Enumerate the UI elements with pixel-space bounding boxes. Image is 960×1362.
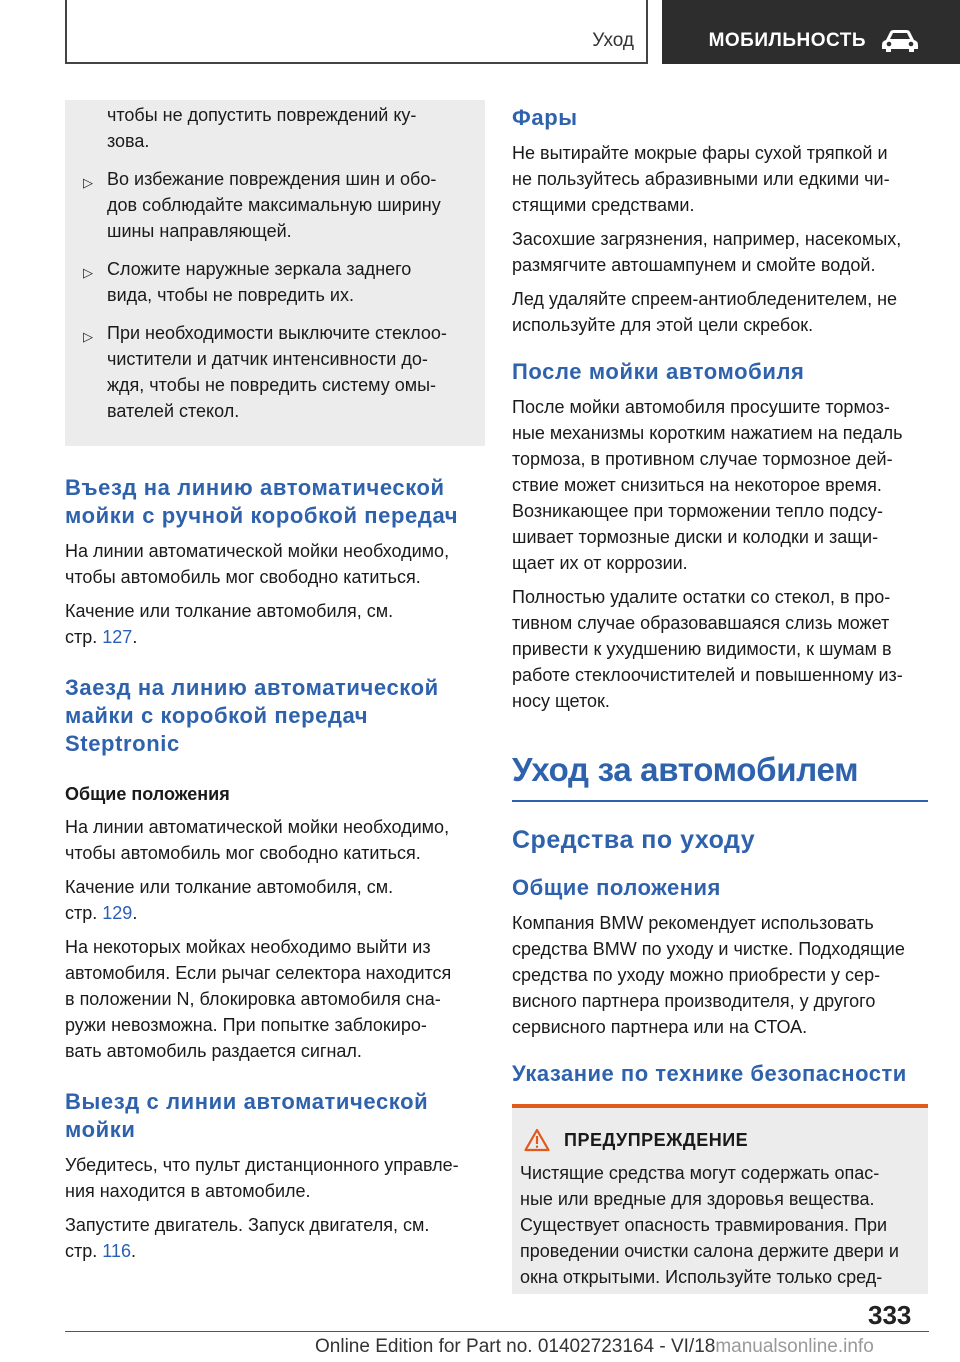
footer-divider	[65, 1331, 929, 1332]
paragraph: Качение или толкание автомобиля, см. стр. 127.	[65, 601, 394, 647]
warning-box	[512, 1104, 928, 1294]
paragraph: На линии автоматической мойки необходимо, чтобы автомобиль мог свободно катиться.	[65, 541, 450, 587]
paragraph: Качение или толкание автомобиля, см. стр. 129.	[65, 877, 394, 923]
page-link-116[interactable]: 116	[102, 1241, 131, 1261]
heading-exit-car-wash: Выезд с линии автоматической мойки	[65, 1089, 429, 1142]
header-chapter-title: МОБИЛЬНОСТЬ	[708, 30, 866, 51]
paragraph: Компания BMW рекомендует использовать средства BMW по уходу и чистке. Подходящие средства по уходу можно приобрести у сер- висного партнера производителя, у другого сервисного партнера или на СТОА.	[512, 913, 905, 1037]
warning-text: Чистящие средства могут содержать опас- ные или вредные для здоровья вещества. Существует опасность травмирования. При проведении очистки салона держите двери и окна открытыми. Используйте только сред-	[520, 1163, 899, 1287]
paragraph: Полностью удалите остатки со стекол, в про- тивном случае образовавшаяся слизь может привести к ухудшению видимости, к шумам в работе стеклоочистителей и повышенному из- носу щеток.	[512, 587, 903, 711]
heading-vehicle-care: Уход за автомобилем	[512, 750, 928, 802]
warning-title: ПРЕДУПРЕЖДЕНИЕ	[564, 1129, 749, 1150]
list-item: ▷ При необходимости выключите стеклоо- чистители и датчик интенсивности до- ждя, чтобы не повредить систему омы- вателей стекол.	[83, 323, 447, 421]
paragraph: Засохшие загрязнения, например, насекомых, размягчите автошампунем и смойте водой.	[512, 229, 902, 275]
heading-manual-transmission: Въезд на линию автоматической мойки с ручной коробкой передач	[65, 475, 459, 528]
list-item: ▷ Сложите наружные зеркала заднего вида, чтобы не повредить их.	[83, 259, 412, 305]
footer-edition	[315, 1336, 874, 1358]
paragraph: После мойки автомобиля просушите тормоз- ные механизмы коротким нажатием на педаль тормоза, в противном случае тормозное дей- ствие может снизиться на некоторое время. Возникающее при торможении тепло подсу- шивает тормозные диски и колодки и защи- щает их от коррозии.	[512, 397, 903, 573]
footer-edition-text: Online Edition for Part no. 01402723164 - VI/18	[315, 1336, 716, 1357]
warning-header	[520, 1128, 920, 1152]
paragraph: Не вытирайте мокрые фары сухой тряпкой и не пользуйтесь абразивными или едкими чи- стящими средствами.	[512, 143, 890, 215]
page-link-129[interactable]: 129	[102, 903, 133, 923]
heading-steptronic: Заезд на линию автоматической майки с коробкой передач Steptronic	[65, 675, 439, 756]
header-chapter-tab	[662, 0, 960, 64]
paragraph: Лед удаляйте спреем-антиобледенителем, не используйте для этой цели скребок.	[512, 289, 898, 335]
header-section-tab	[65, 0, 648, 64]
heading-safety-note: Указание по технике безопасности	[512, 1061, 907, 1086]
paragraph: На некоторых мойках необходимо выйти из автомобиля. Если рычаг селектора находится в положении N, блокировка автомобиля сна- ружи невозможна. При попытке заблокиро- вать автомобиль раздается сигнал.	[65, 937, 452, 1061]
car-icon	[880, 28, 920, 54]
car-wash-notes-box	[65, 100, 485, 446]
warning-triangle-icon	[524, 1128, 550, 1152]
page-number: 333	[868, 1300, 912, 1330]
heading-general-provisions-right: Общие положения	[512, 875, 721, 900]
heading-care-products: Средства по уходу	[512, 826, 756, 854]
triangle-bullet-icon: ▷	[83, 329, 93, 344]
heading-after-wash: После мойки автомобиля	[512, 359, 805, 384]
right-column	[512, 100, 928, 1294]
paragraph: Убедитесь, что пульт дистанционного управле- ния находится в автомобиле.	[65, 1155, 459, 1201]
paragraph: Запустите двигатель. Запуск двигателя, см. стр. 116.	[65, 1215, 430, 1261]
page-link-127[interactable]: 127	[102, 627, 133, 647]
triangle-bullet-icon: ▷	[83, 265, 93, 280]
heading-general-provisions: Общие положения	[65, 784, 230, 804]
paragraph: На линии автоматической мойки необходимо, чтобы автомобиль мог свободно катиться.	[65, 817, 450, 863]
left-column	[65, 100, 485, 1264]
list-item: ▷ Во избежание повреждения шин и обо- дов соблюдайте максимальную ширину шины направляющей.	[83, 169, 441, 241]
header-section-title: Уход	[592, 30, 634, 51]
triangle-bullet-icon: ▷	[83, 175, 93, 190]
box-text-line: чтобы не допустить повреждений ку-	[107, 105, 417, 125]
heading-headlights: Фары	[512, 105, 578, 130]
box-text-line: зова.	[107, 131, 150, 151]
footer-watermark: manualsonline.info	[715, 1336, 874, 1357]
box-bullet-list	[79, 154, 471, 424]
